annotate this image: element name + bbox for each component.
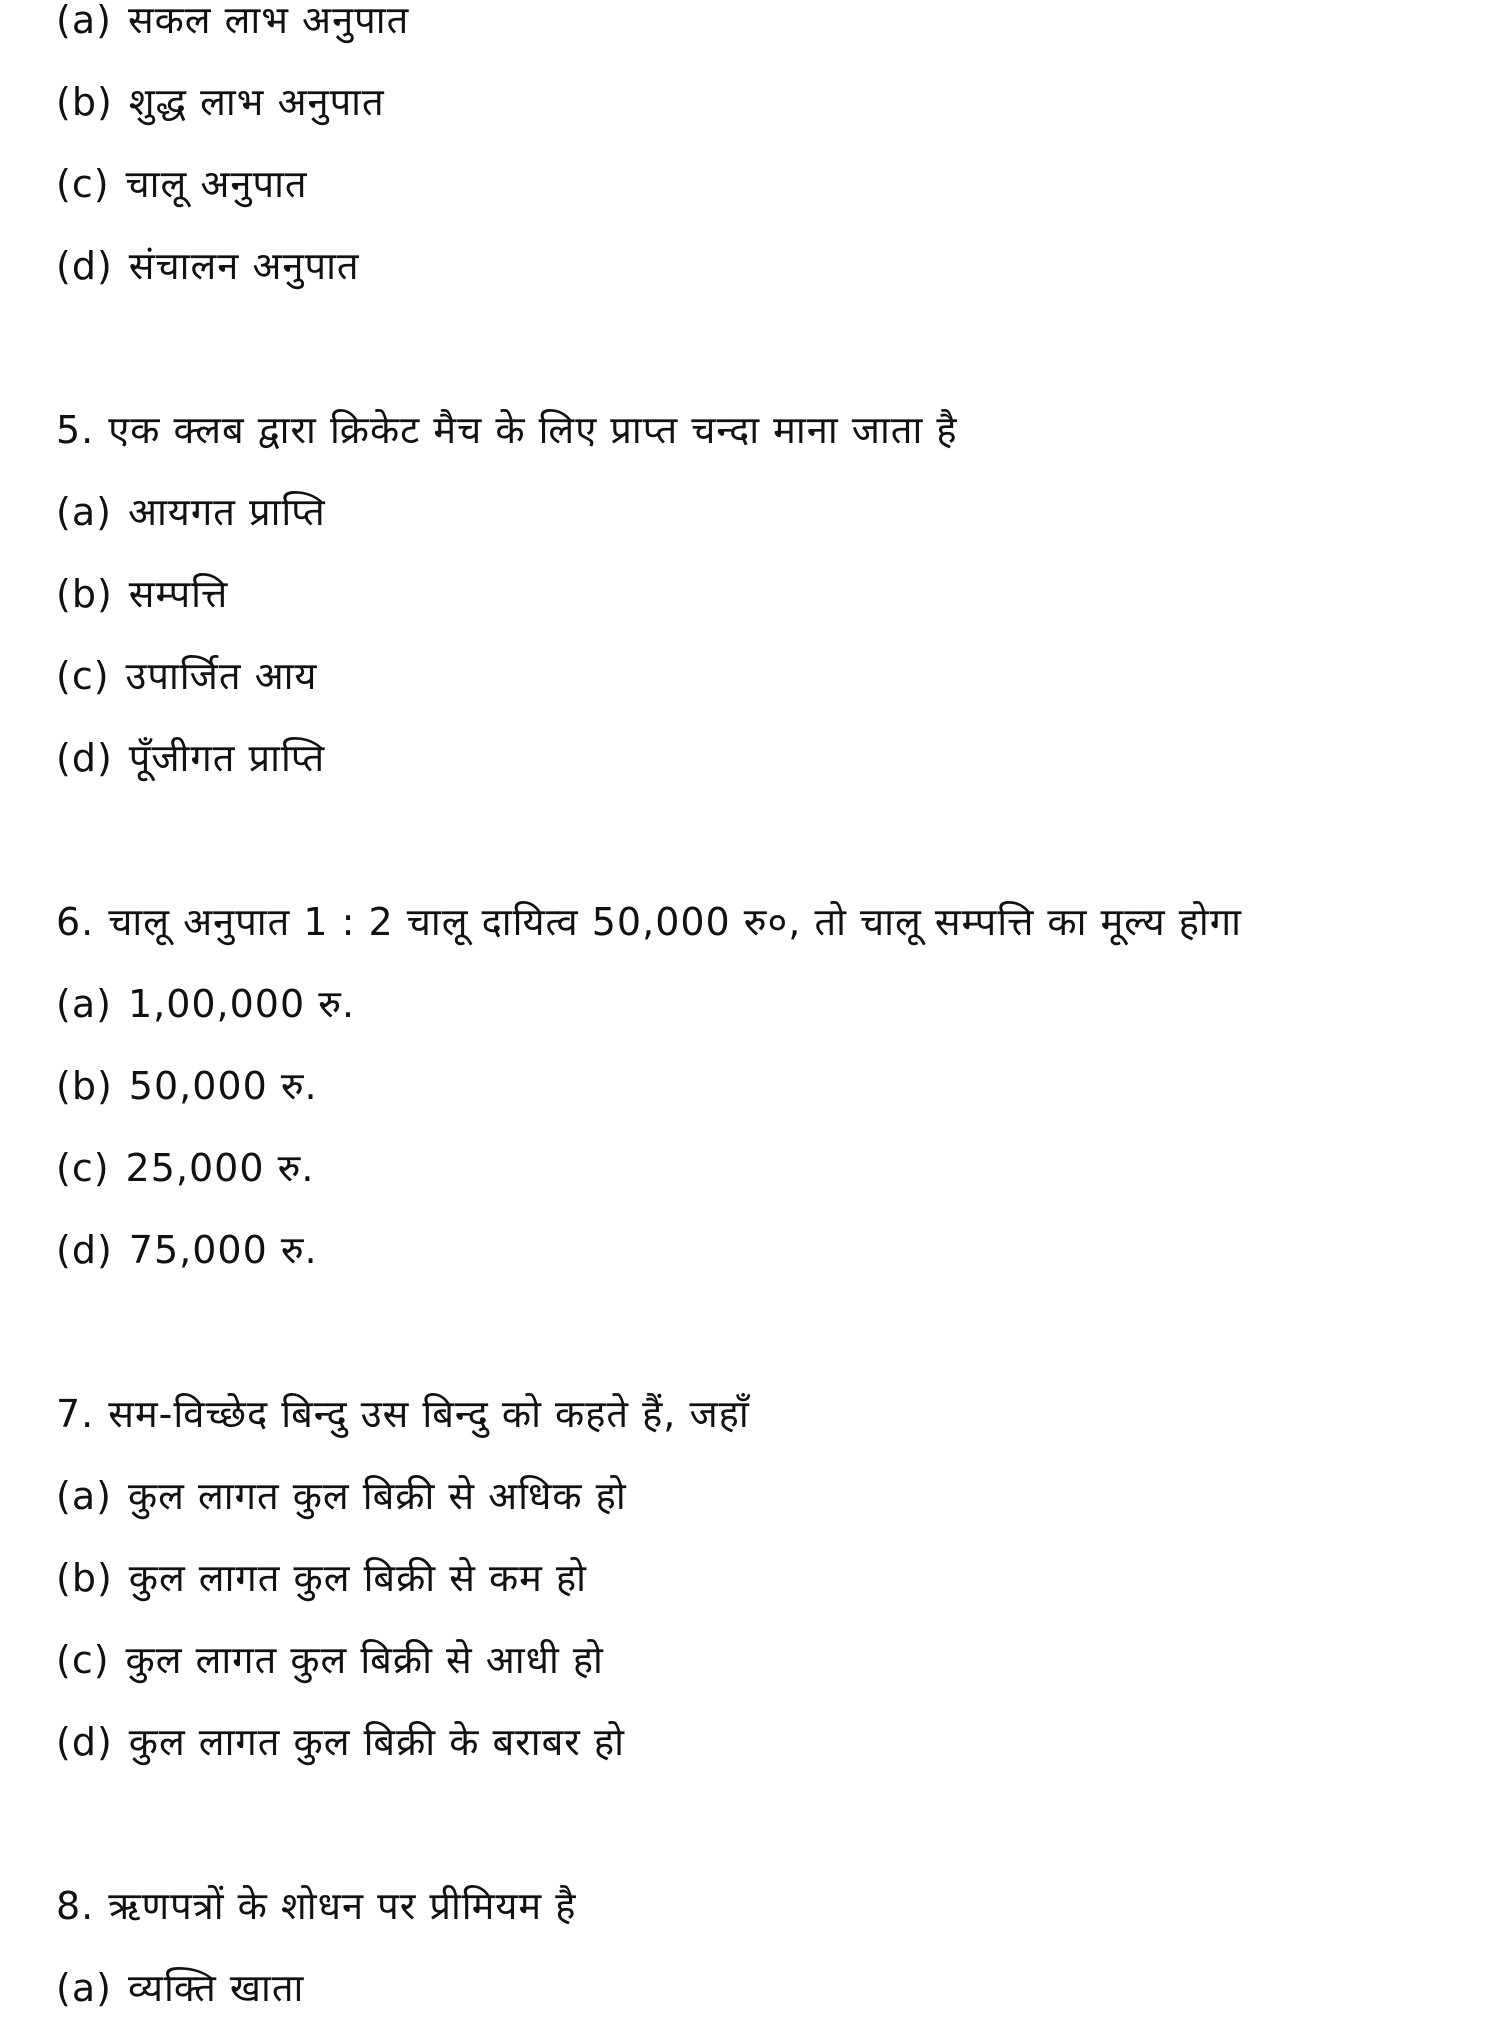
option-label: (d) (56, 1720, 113, 1764)
option-text: शुद्ध लाभ अनुपात (128, 80, 385, 124)
option-label: (d) (56, 736, 113, 780)
question-text: चालू अनुपात 1 : 2 चालू दायित्व 50,000 रु०, तो चालू सम्पत्ति का मूल्य होगा (108, 900, 1242, 944)
option-text: 75,000 रु. (128, 1228, 318, 1272)
question-8 (56, 1882, 576, 1930)
option-label: (a) (56, 1474, 112, 1518)
option-text: व्यक्ति खाता (127, 1966, 305, 2010)
option-q8-a (56, 1964, 304, 2012)
option-label: (a) (56, 0, 112, 42)
option-label: (a) (56, 490, 112, 534)
option-q5-b (56, 570, 228, 618)
question-number: 7. (56, 1392, 95, 1436)
option-q4-a (56, 0, 409, 44)
option-label: (c) (56, 654, 110, 698)
question-6 (56, 898, 1242, 946)
option-text: कुल लागत कुल बिक्री से कम हो (128, 1556, 587, 1600)
option-q6-c (56, 1144, 314, 1192)
option-q6-d (56, 1226, 318, 1274)
option-text: उपार्जित आय (125, 654, 318, 698)
question-number: 8. (56, 1884, 95, 1928)
question-number: 5. (56, 408, 95, 452)
option-label: (c) (56, 1638, 110, 1682)
option-label: (a) (56, 982, 112, 1026)
option-label: (a) (56, 1966, 112, 2010)
option-text: आयगत प्राप्ति (127, 490, 326, 534)
option-label: (b) (56, 80, 113, 124)
option-label: (c) (56, 162, 110, 206)
option-label: (d) (56, 244, 113, 288)
option-text: कुल लागत कुल बिक्री से अधिक हो (127, 1474, 627, 1518)
option-text: संचालन अनुपात (128, 244, 360, 288)
option-text: कुल लागत कुल बिक्री से आधी हो (125, 1638, 604, 1682)
option-q4-b (56, 78, 385, 126)
option-label: (b) (56, 572, 113, 616)
option-text: 25,000 रु. (125, 1146, 315, 1190)
option-text: 50,000 रु. (128, 1064, 318, 1108)
option-q5-a (56, 488, 326, 536)
option-q5-c (56, 652, 317, 700)
question-7 (56, 1390, 750, 1438)
option-label: (d) (56, 1228, 113, 1272)
option-q4-d (56, 242, 360, 290)
option-q7-b (56, 1554, 587, 1602)
option-q4-c (56, 160, 308, 208)
option-text: सकल लाभ अनुपात (127, 0, 410, 42)
option-q7-c (56, 1636, 604, 1684)
option-text: चालू अनुपात (125, 162, 308, 206)
question-number: 6. (56, 900, 95, 944)
option-text: कुल लागत कुल बिक्री के बराबर हो (128, 1720, 625, 1764)
question-text: एक क्लब द्वारा क्रिकेट मैच के लिए प्राप्त चन्दा माना जाता है (108, 408, 958, 452)
option-q7-d (56, 1718, 625, 1766)
option-label: (b) (56, 1556, 113, 1600)
question-text: सम-विच्छेद बिन्दु उस बिन्दु को कहते हैं, जहाँ (108, 1392, 750, 1436)
option-q6-b (56, 1062, 318, 1110)
option-label: (b) (56, 1064, 113, 1108)
option-q7-a (56, 1472, 627, 1520)
option-q5-d (56, 734, 325, 782)
option-q6-a (56, 980, 355, 1028)
option-text: सम्पत्ति (128, 572, 229, 616)
question-5 (56, 406, 958, 454)
option-text: पूँजीगत प्राप्ति (128, 736, 326, 780)
option-label: (c) (56, 1146, 110, 1190)
option-text: 1,00,000 रु. (127, 982, 356, 1026)
question-text: ऋणपत्रों के शोधन पर प्रीमियम है (108, 1884, 577, 1928)
